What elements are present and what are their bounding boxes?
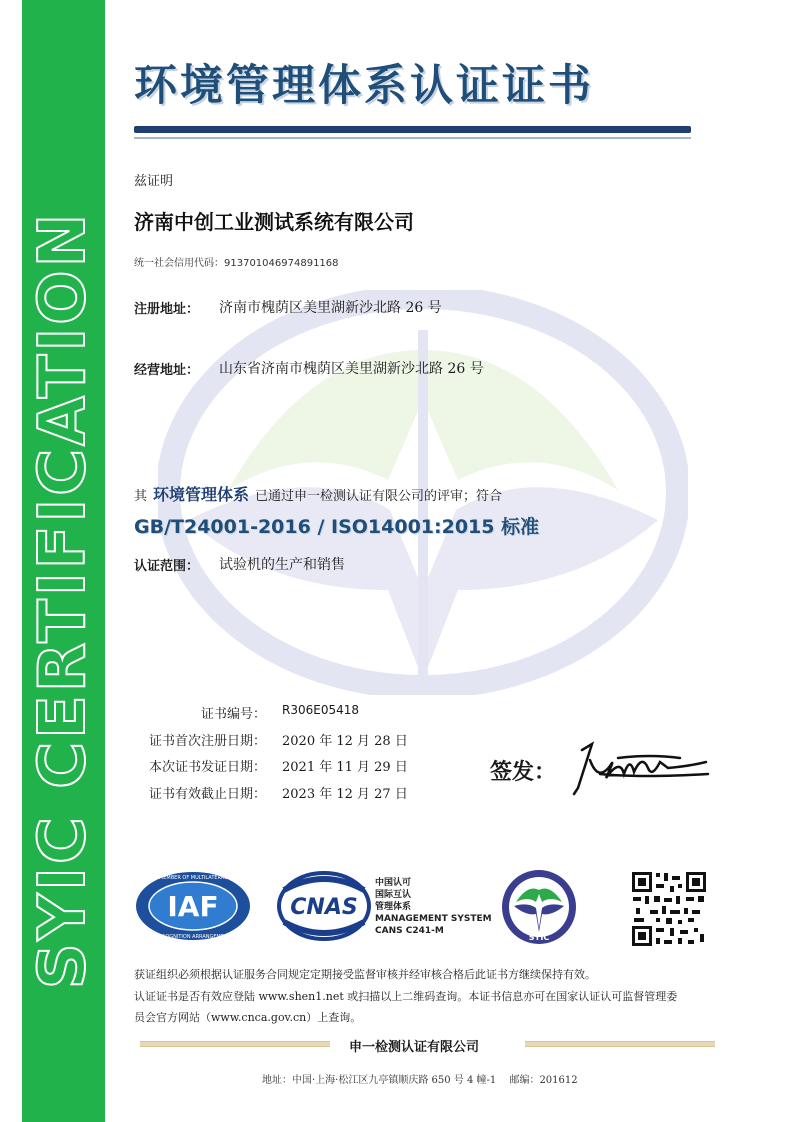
iaf-ring-top: MEMBER OF MULTILATERAL [158,875,228,881]
syic-logo [500,868,578,946]
cnas-line-2: 国际互认 [375,890,412,900]
cert-number-label: 证书编号： [200,707,266,722]
title-rule [134,126,691,133]
business-address-label: 经营地址： [134,363,200,378]
qr-code[interactable] [630,870,708,948]
side-band-text: SYIC CERTIFICATION [26,210,100,990]
expiry-date-value: 2023 年 12 月 27 日 [282,787,408,802]
footer-line-1: 获证组织必须根据认证服务合同规定定期接受监督审核并经审核合格后此证书方继续保持有效。 [134,968,596,981]
cnas-line-1: 中国认可 [375,878,412,888]
scope-label: 认证范围： [134,559,200,574]
issuer-bar-left [140,1041,330,1047]
iaf-ring-bottom: RECOGNITION ARRANGEMENT [155,934,231,940]
scope-value: 试验机的生产和销售 [219,557,345,573]
registered-address-label: 注册地址： [134,302,200,317]
intro-text: 兹证明 [134,174,174,189]
issue-date-label: 本次证书发证日期： [148,760,266,775]
iaf-logo [134,870,252,942]
cnas-line-5: CANS C241-M [375,926,444,936]
credit-code: 统一社会信用代码：913701046974891168 [134,258,339,269]
certificate-title: 环境管理体系认证证书 [134,61,594,111]
standard-system: 环境管理体系 [153,485,250,504]
cnas-text: CNAS [290,895,358,920]
issue-date-value: 2021 年 11 月 29 日 [282,760,408,775]
iaf-text: IAF [167,890,219,923]
standard-statement [134,482,502,505]
signature [560,738,710,798]
cnas-line-4: MANAGEMENT SYSTEM [375,914,492,924]
cnas-line-3: 管理体系 [375,902,412,912]
issuer-name: 申一检测认证有限公司 [349,1040,480,1055]
cnas-description [375,877,492,937]
footer-line-3: 员会官方网站（www.cnca.gov.cn）上查询。 [134,1011,362,1024]
cnas-logo [276,870,372,942]
standard-main: GB/T24001-2016 / ISO14001:2015 标准 [134,516,540,538]
company-name: 济南中创工业测试系统有限公司 [134,210,414,234]
title-rule-thin [134,137,691,139]
issuer-bar-right [525,1041,715,1047]
first-registration-value: 2020 年 12 月 28 日 [282,734,408,749]
footer-line-2: 认证证书是否有效应登陆 www.shen1.net 或扫描以上二维码查询。本证书信息亦可在国家认证认可监督管理委 [134,990,678,1003]
expiry-date-label: 证书有效截止日期： [148,787,266,802]
standard-suffix: 已通过申一检测认证有限公司的评审；符合 [255,489,503,504]
standard-prefix: 其 [134,489,148,504]
issuer-address: 地址：中国·上海·松江区九亭镇顺庆路 650 号 4 幢-1 邮编：201612 [262,1075,578,1086]
sign-label: 签发： [490,759,557,785]
registered-address-value: 济南市槐荫区美里湖新沙北路 26 号 [219,300,442,316]
syic-text: SYIC [528,933,550,942]
cert-number-value: R306E05418 [282,703,359,717]
first-registration-label: 证书首次注册日期： [148,734,266,749]
business-address-value: 山东省济南市槐荫区美里湖新沙北路 26 号 [219,361,484,377]
